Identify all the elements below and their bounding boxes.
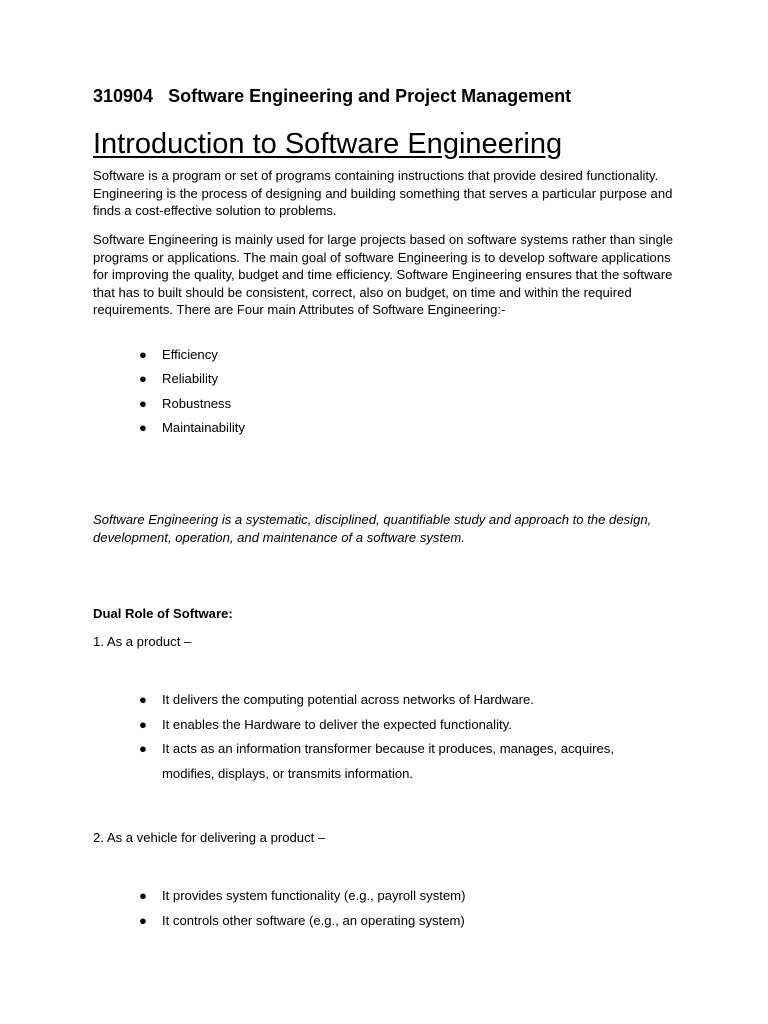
as-vehicle-heading: 2. As a vehicle for delivering a product – [93,830,326,845]
bullet-icon: ● [139,371,147,387]
vehicle-points-list [93,884,465,933]
attribute-maintainability: Maintainability [162,419,245,435]
attribute-robustness: Robustness [162,395,232,411]
attribute-efficiency: Efficiency [162,347,218,362]
as-product-heading: 1. As a product – [93,634,192,649]
attribute-reliability: Reliability [162,371,219,387]
document-title: Introduction to Software Engineering [93,128,563,160]
definition-paragraph: Software Engineering is a systematic, disciplined, quantifiable study and approach to the design, development, operation, and maintenance of a software system. [93,512,652,545]
list-item [93,419,245,443]
product-point: It acts as an information transformer because it produces, manages, acquires, modifies, displays, or transmits information. [162,741,614,781]
vehicle-point: It provides system functionality (e.g., payroll system) [162,888,466,903]
list-item [93,909,465,934]
bullet-icon: ● [139,692,147,707]
goal-paragraph: Software Engineering is mainly used for large projects based on software systems rather than single programs or applications. The main goal of software Engineering is to develop software applications for improving the quality, budget and time efficiency. Software Engineering ensures that the software that has to built should be consistent, correct, also on budget, on time and within the required requirements. There are Four main Attributes of Software Engineering:- [93,232,674,318]
bullet-icon: ● [139,395,147,411]
list-item [93,713,693,738]
list-item [93,737,693,786]
vehicle-point: It controls other software (e.g., an operating system) [162,912,465,928]
product-point: It enables the Hardware to deliver the expected functionality. [162,716,512,732]
dual-role-heading: Dual Role of Software: [93,606,233,621]
list-item [93,395,245,419]
bullet-icon: ● [139,888,147,903]
attributes-list [93,346,245,443]
bullet-icon: ● [139,419,147,435]
list-item [93,346,245,370]
bullet-icon: ● [139,716,147,732]
course-header: 310904 Software Engineering and Project Management [93,86,572,106]
intro-paragraph: Software is a program or set of programs containing instructions that provide desired functionality. Engineering is the process of designing and building something that serves a particular purpose and finds a cost-effective solution to problems. [93,168,673,219]
bullet-icon: ● [139,912,147,928]
product-points-list [93,688,693,786]
list-item [93,370,245,394]
product-point: It delivers the computing potential across networks of Hardware. [162,692,534,707]
bullet-icon: ● [139,741,147,756]
list-item [93,884,465,909]
list-item [93,688,693,713]
bullet-icon: ● [139,347,147,362]
